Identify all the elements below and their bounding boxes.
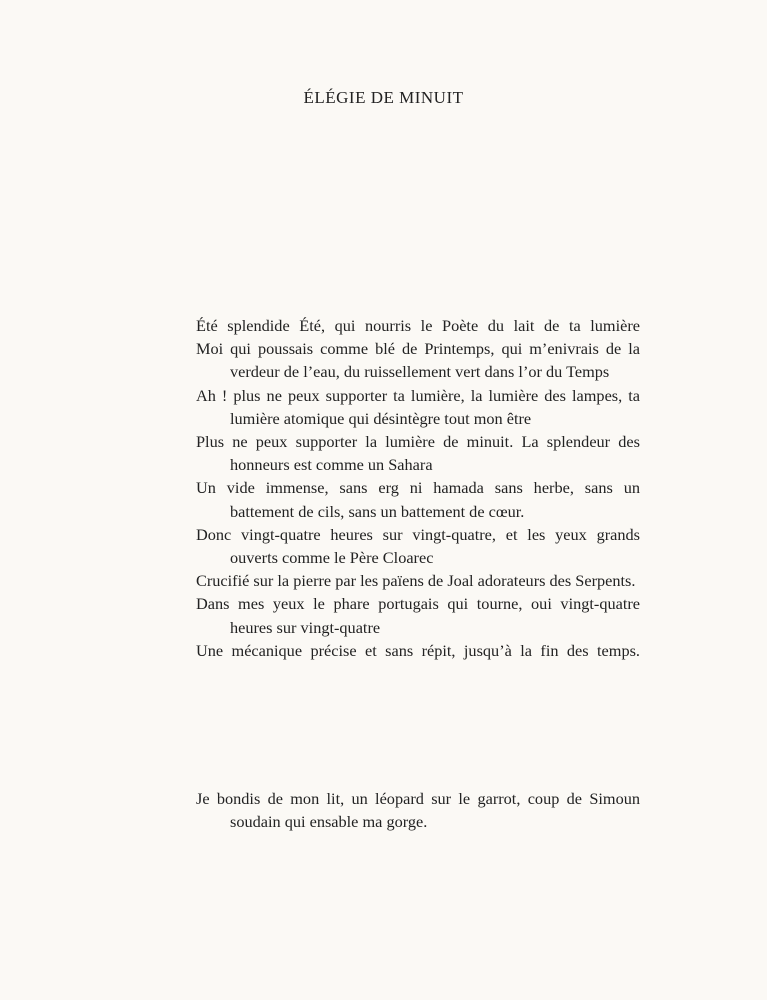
- stanza-2: [196, 787, 640, 833]
- verse: Ah ! plus ne peux supporter ta lumière, la lumière des lampes, ta lumière atomique qui désintègre tout mon être: [196, 385, 640, 428]
- verse: Donc vingt-quatre heures sur vingt-quatre, et les yeux grands ouverts comme le Père Cloarec: [196, 524, 640, 568]
- poem-title: ÉLÉGIE DE MINUIT: [303, 88, 464, 107]
- verse: Crucifié sur la pierre par les païens de Joal adorateurs des Serpents.: [196, 571, 636, 591]
- verse: Un vide immense, sans erg ni hamada sans herbe, sans un battement de cils, sans un battement de cœur.: [196, 478, 640, 521]
- verse: Été splendide Été, qui nourris le Poète du lait de ta lumière: [196, 316, 640, 335]
- verse: Je bondis de mon lit, un léopard sur le garrot, coup de Simoun soudain qui ensable ma gorge.: [196, 789, 640, 832]
- verse: Dans mes yeux le phare portugais qui tourne, oui vingt-quatre heures sur vingt-quatre: [196, 594, 640, 637]
- verse: Plus ne peux supporter la lumière de minuit. La splendeur des honneurs est comme un Sahara: [196, 432, 640, 475]
- stanza-1: [196, 314, 640, 662]
- verse: Une mécanique précise et sans répit, jusqu’à la fin des temps.: [196, 640, 640, 660]
- verse: Moi qui poussais comme blé de Printemps, qui m’enivrais de la verdeur de l’eau, du ruissellement vert dans l’or du Temps: [196, 339, 640, 382]
